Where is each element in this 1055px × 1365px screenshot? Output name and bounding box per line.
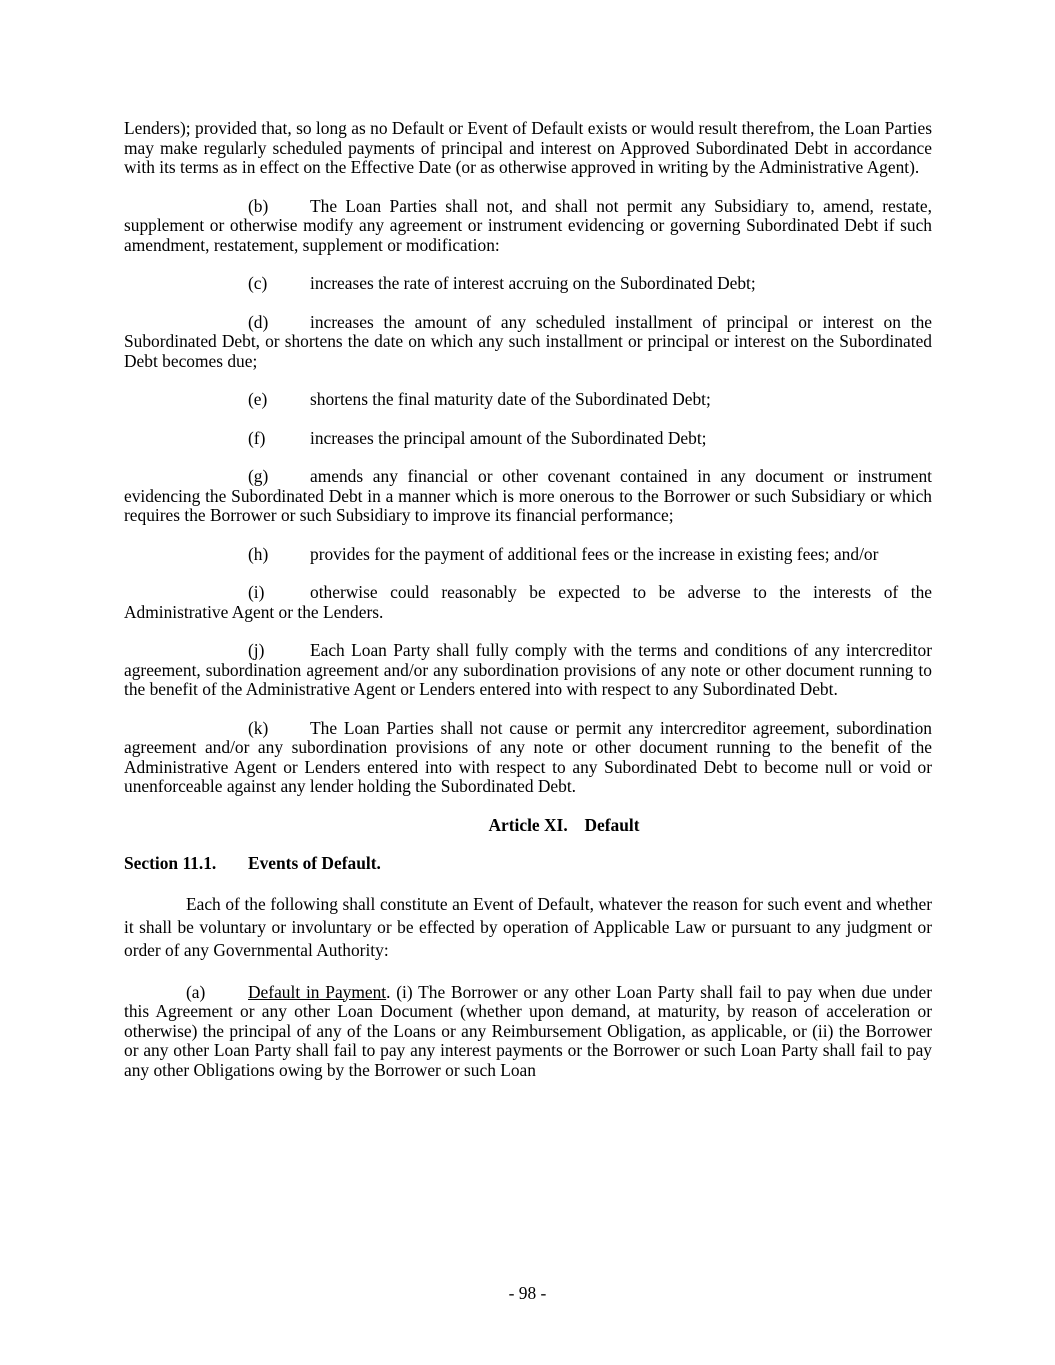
item-text: otherwise could reasonably be expected to be adverse to the interests of the Administrative Agent or the Lenders. bbox=[124, 582, 932, 622]
item-text: increases the amount of any scheduled installment of principal or interest on the Subordinated Debt, or shortens the date on which any such installment or principal or interest on the Subordinated Debt becomes due; bbox=[124, 311, 932, 371]
list-item-c bbox=[124, 274, 932, 294]
article-number: Article XI. bbox=[488, 814, 568, 835]
events-intro-paragraph: Each of the following shall constitute an Event of Default, whatever the reason for such event and whether it shall be voluntary or involuntary or be effected by operation of Applicable Law or pursuant to any judgment or order of any Governmental Authority: bbox=[124, 893, 932, 960]
document-page bbox=[124, 119, 932, 1080]
item-label: (g) bbox=[248, 466, 269, 486]
list-item-d bbox=[124, 313, 932, 372]
item-text: amends any financial or other covenant contained in any document or instrument evidencing the Subordinated Debt in a manner which is more onerous to the Borrower or such Subsidiary or which requires the Borrower or such Subsidiary to improve its financial performance; bbox=[124, 466, 932, 525]
item-label: (d) bbox=[248, 311, 269, 332]
item-text: increases the rate of interest accruing on the Subordinated Debt; bbox=[310, 273, 756, 293]
list-item-a bbox=[124, 983, 932, 1081]
item-label: (k) bbox=[248, 717, 269, 738]
list-item-k bbox=[124, 719, 932, 797]
item-label: (h) bbox=[248, 543, 269, 564]
item-text: increases the principal amount of the Subordinated Debt; bbox=[310, 427, 707, 448]
list-item-e bbox=[124, 390, 932, 410]
list-item-j bbox=[124, 641, 932, 700]
section-title: Events of Default. bbox=[248, 853, 381, 873]
section-number: Section 11.1. bbox=[124, 853, 217, 873]
item-text: The Loan Parties shall not, and shall not permit any Subsidiary to, amend, restate, supplement or otherwise modify any agreement or instrument evidencing or governing Subordinated Debt if such amendment, restatement, supplement or modification: bbox=[124, 195, 932, 255]
item-title: Default in Payment bbox=[248, 981, 387, 1002]
section-heading bbox=[124, 854, 932, 874]
item-text: provides for the payment of additional fees or the increase in existing fees; and/or bbox=[310, 543, 879, 564]
item-text: Each Loan Party shall fully comply with the terms and conditions of any intercreditor agreement, subordination agreement and/or any subordination provisions of any note or other document running to the benefit of the Administrative Agent or Lenders entered into with respect to any Subordinated Debt. bbox=[124, 640, 932, 699]
item-label: (c) bbox=[248, 273, 268, 293]
list-item-f bbox=[124, 429, 932, 449]
list-item-g bbox=[124, 467, 932, 526]
item-label: (j) bbox=[248, 640, 265, 660]
item-label: (e) bbox=[248, 389, 268, 409]
item-text: The Loan Parties shall not cause or permit any intercreditor agreement, subordination agreement and/or any subordination provisions of any note or other document running to the benefit of the Administrative Agent or Lenders entered into with respect to any Subordinated Debt to become null or void or unenforceable against any lender holding the Subordinated Debt. bbox=[124, 717, 932, 796]
list-item-b bbox=[124, 197, 932, 256]
list-item-h bbox=[124, 545, 932, 565]
article-heading bbox=[124, 816, 932, 836]
list-item-i bbox=[124, 583, 932, 622]
page-number: - 98 - bbox=[508, 1283, 547, 1303]
article-title: Default bbox=[584, 814, 640, 835]
item-label: (f) bbox=[248, 427, 266, 448]
item-text: . (i) The Borrower or any other Loan Party shall fail to pay when due under this Agreement or any other Loan Document (whether upon demand, at maturity, by reason of acceleration or otherwise) the principal of any of the Loans or any Reimbursement Obligation, as applicable, or (ii) the Borrower or any other Loan Party shall fail to pay any interest payments or the Borrower or such Loan Party shall fail to pay any other Obligations owing by the Borrower or such Loan bbox=[124, 981, 932, 1080]
item-label: (i) bbox=[248, 582, 265, 602]
item-label: (a) bbox=[186, 981, 206, 1002]
item-label: (b) bbox=[248, 195, 269, 216]
item-text: shortens the final maturity date of the Subordinated Debt; bbox=[310, 389, 711, 409]
opening-paragraph: Lenders); provided that, so long as no Default or Event of Default exists or would result therefrom, the Loan Parties may make regularly scheduled payments of principal and interest on Approved Subordinated Debt in accordance with its terms as in effect on the Effective Date (or as otherwise approved in writing by the Administrative Agent). bbox=[124, 118, 932, 177]
